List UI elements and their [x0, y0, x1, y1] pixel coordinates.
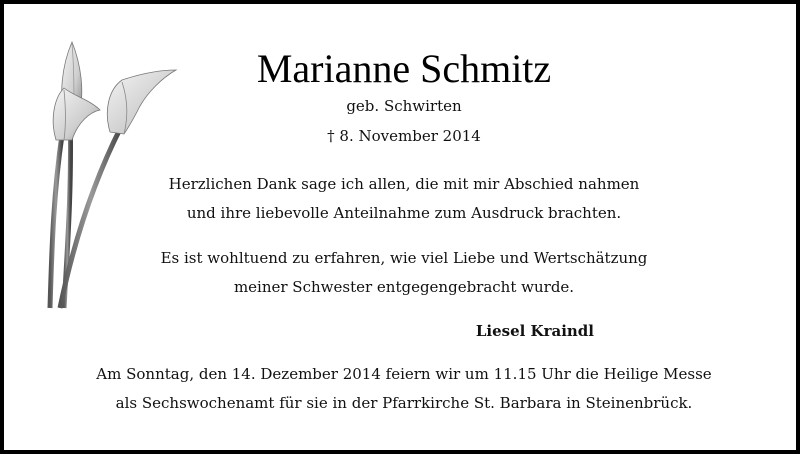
- comfort-line-2: meiner Schwester entgegengebracht wurde.: [233, 278, 575, 296]
- signature: Liesel Kraindl: [475, 322, 594, 340]
- birth-name: geb. Schwirten: [346, 97, 462, 115]
- deceased-name: Marianne Schmitz: [256, 46, 552, 91]
- mass-line-1: Am Sonntag, den 14. Dezember 2014 feiern wir um 11.15 Uhr die Heilige Messe: [96, 365, 712, 383]
- death-date: † 8. November 2014: [327, 127, 481, 145]
- mass-line-2: als Sechswochenamt für sie in der Pfarrkirche St. Barbara in Steinenbrück.: [115, 394, 693, 412]
- thanks-line-2: und ihre liebevolle Anteilnahme zum Ausdruck brachten.: [186, 204, 622, 222]
- thanks-line-1: Herzlichen Dank sage ich allen, die mit mir Abschied nahmen: [168, 175, 640, 193]
- comfort-line-1: Es ist wohltuend zu erfahren, wie viel Liebe und Wertschätzung: [160, 249, 648, 267]
